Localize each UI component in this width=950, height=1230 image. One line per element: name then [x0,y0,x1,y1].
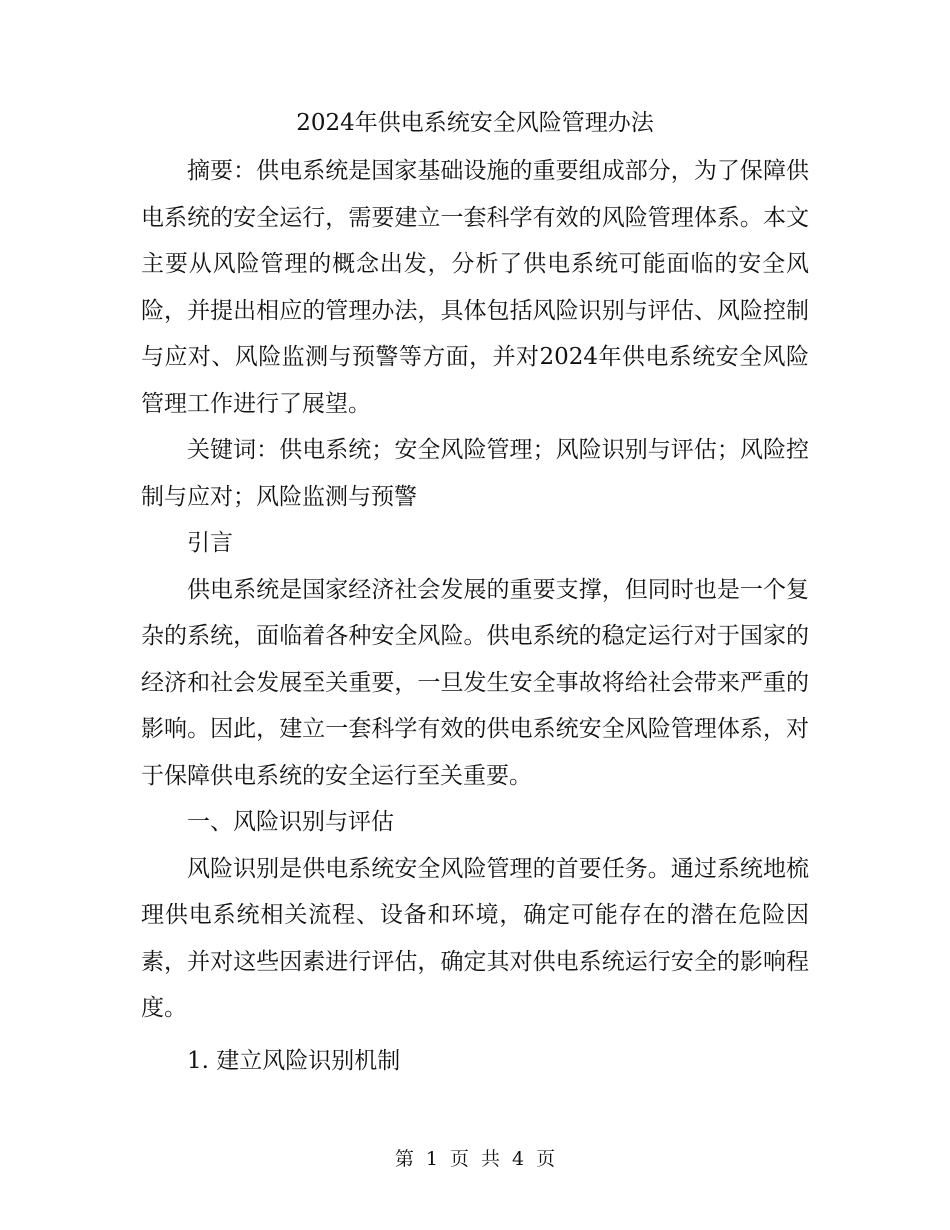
document-body [141,148,809,1084]
section-heading-introduction: 引言 [187,530,233,556]
section-heading-risk-identification: 一、风险识别与评估 [187,809,394,835]
risk-identification-paragraph: 风险识别是供电系统安全风险管理的首要任务。通过系统地梳理供电系统相关流程、设备和环境，确定可能存在的潜在危险因素，并对这些因素进行评估，确定其对供电系统运行安全的影响程度。 [141,855,809,1021]
subsection-heading-mechanism: 1. 建立风险识别机制 [187,1047,401,1074]
abstract-paragraph: 摘要：供电系统是国家基础设施的重要组成部分，为了保障供电系统的安全运行，需要建立一套科学有效的风险管理体系。本文主要从风险管理的概念出发，分析了供电系统可能面临的安全风险，并提出相应的管理办法，具体包括风险识别与评估、风险控制与应对、风险监测与预警等方面，并对2024年供电系统安全风险管理工作进行了展望。 [141,158,809,417]
keywords-paragraph: 关键词：供电系统；安全风险管理；风险识别与评估；风险控制与应对；风险监测与预警 [141,437,809,510]
introduction-paragraph: 供电系统是国家经济社会发展的重要支撑，但同时也是一个复杂的系统，面临着各种安全风险。供电系统的稳定运行对于国家的经济和社会发展至关重要，一旦发生安全事故将给社会带来严重的影响。因此，建立一套科学有效的供电系统安全风险管理体系，对于保障供电系统的安全运行至关重要。 [141,576,809,789]
document-title: 2024年供电系统安全风险管理办法 [296,110,654,136]
page-footer: 第 1 页 共 4 页 [394,1148,556,1170]
